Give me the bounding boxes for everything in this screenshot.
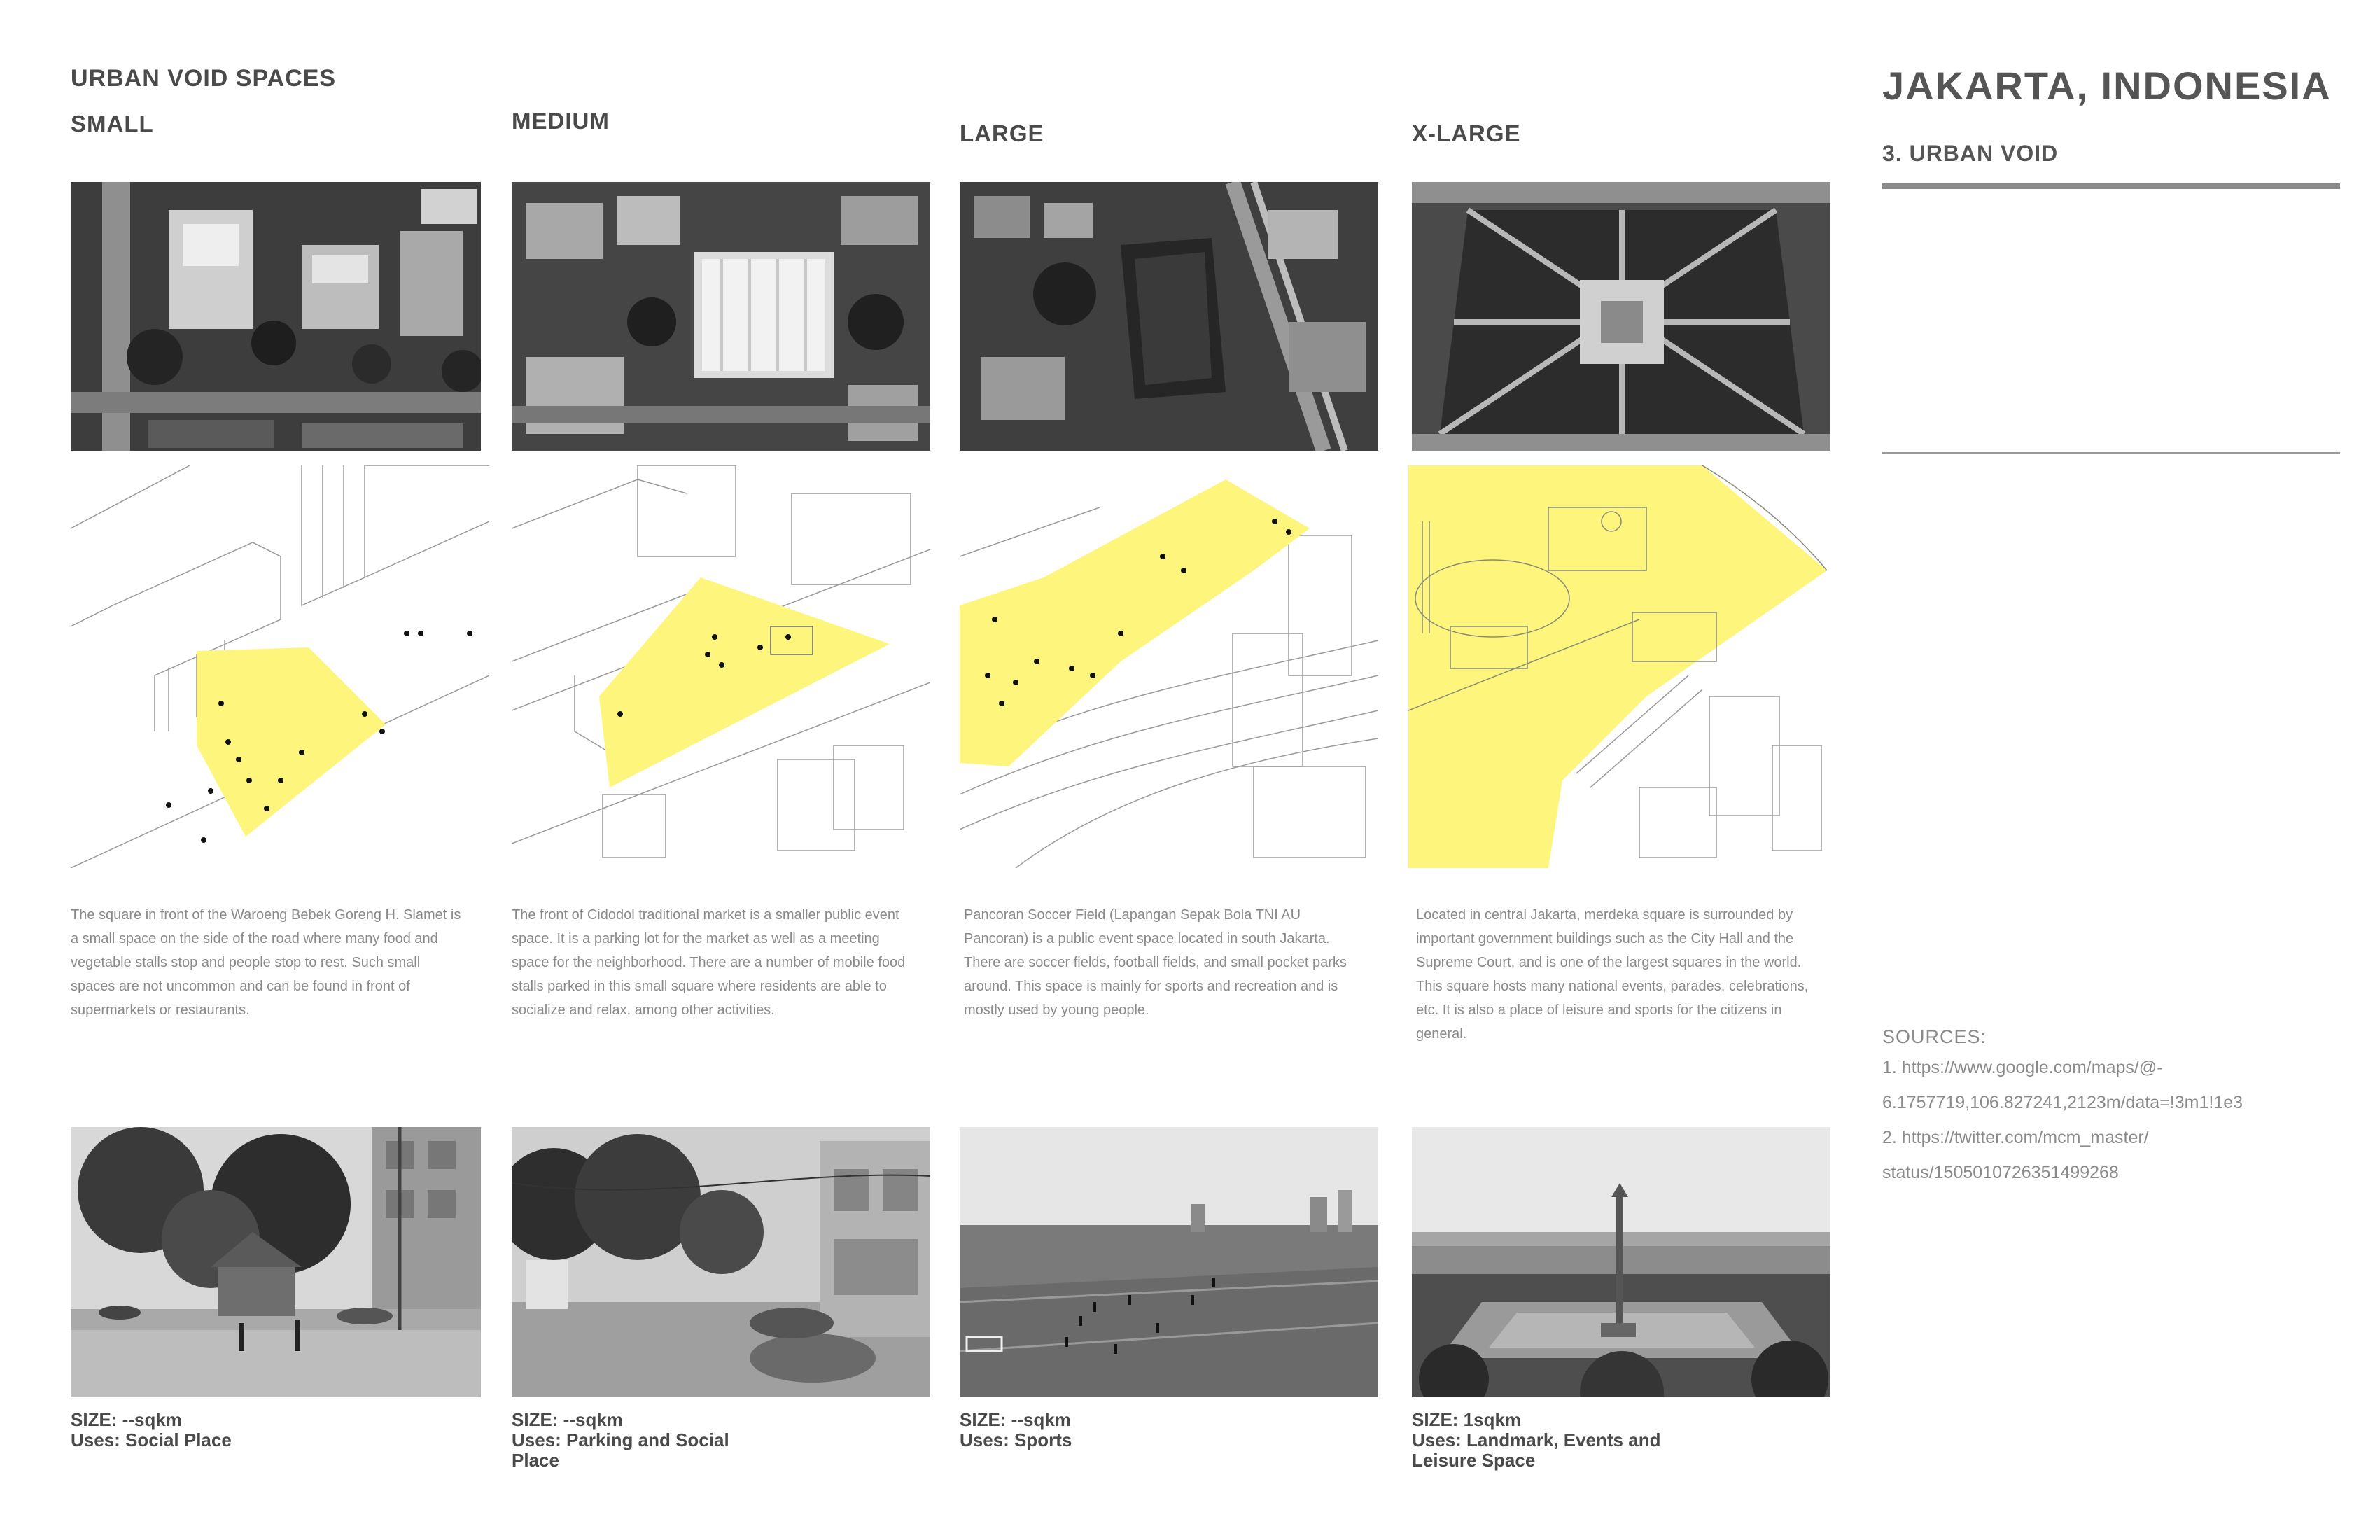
description-large: Pancoran Soccer Field (Lapangan Sepak Bola TNI AU Pancoran) is a public event space located in south Jakarta. There are soccer fields, football fields, and small pocket parks around. This space is mainly for sports and recreation and is mostly used by young people. [964,907,1347,1018]
aerial-photo-large [960,182,1378,451]
uses-small: Uses: Social Place [71,1429,232,1450]
street-photo-medium [512,1127,930,1397]
uses-xlarge: Uses: Landmark, Events and Leisure Space [1412,1429,1661,1471]
title-divider [1882,183,2340,189]
size-medium: SIZE: --sqkm [512,1409,623,1430]
sources-heading: SOURCES: [1882,1026,1987,1047]
street-photo-large [960,1127,1378,1397]
category-large-title: LARGE [960,120,1044,146]
source-line-1[interactable]: 1. https://www.google.com/maps/@- [1882,1058,2163,1077]
size-xlarge: SIZE: 1sqkm [1412,1409,1522,1430]
source-line-3[interactable]: 2. https://twitter.com/mcm_master/ [1882,1128,2149,1147]
uses-medium: Uses: Parking and Social Place [512,1429,729,1471]
street-photo-xlarge [1412,1127,1830,1397]
axonometric-diagram-small [71,465,489,868]
category-medium-title: MEDIUM [512,108,610,134]
description-xlarge: Located in central Jakarta, merdeka square is surrounded by important government buildings such as the City Hall and the Supreme Court, and is one of the largest squares in the world. This square hosts many national events, parades, celebrations, etc. It is also a place of leisure and sports for the citizens in general. [1416,907,1809,1042]
category-small-title: SMALL [71,111,154,136]
size-small: SIZE: --sqkm [71,1409,182,1430]
size-large: SIZE: --sqkm [960,1409,1071,1430]
description-small: The square in front of the Waroeng Bebek Goreng H. Slamet is a small space on the side of the road where many food and vegetable stalls stop and people stop to rest. Such small spaces are not uncommon and can be found in front of supermarkets or restaurants. [71,907,461,1018]
description-medium: The front of Cidodol traditional market is a smaller public event space. It is a parking lot for the market as well as a meeting space for the neighborhood. There are a number of mobile food stalls parked in this small square where residents are able to socialize and relax, among other activities. [512,907,906,1018]
axonometric-diagram-xlarge [1408,465,1827,868]
category-xlarge-title: X-LARGE [1412,120,1521,146]
uses-large: Uses: Sports [960,1429,1072,1450]
aerial-photo-xlarge [1412,182,1830,451]
aerial-photo-medium [512,182,930,451]
axonometric-diagram-medium [512,465,930,868]
section-divider [1882,452,2340,454]
page-title: URBAN VOID SPACES [71,65,337,92]
street-photo-small [71,1127,481,1397]
aerial-photo-small [71,182,481,451]
axonometric-diagram-large [960,465,1378,868]
location-title: JAKARTA, INDONESIA [1882,64,2332,108]
source-line-4[interactable]: status/1505010726351499268 [1882,1163,2119,1182]
source-line-2[interactable]: 6.1757719,106.827241,2123m/data=!3m1!1e3 [1882,1093,2244,1112]
section-subtitle: 3. URBAN VOID [1882,141,2059,166]
